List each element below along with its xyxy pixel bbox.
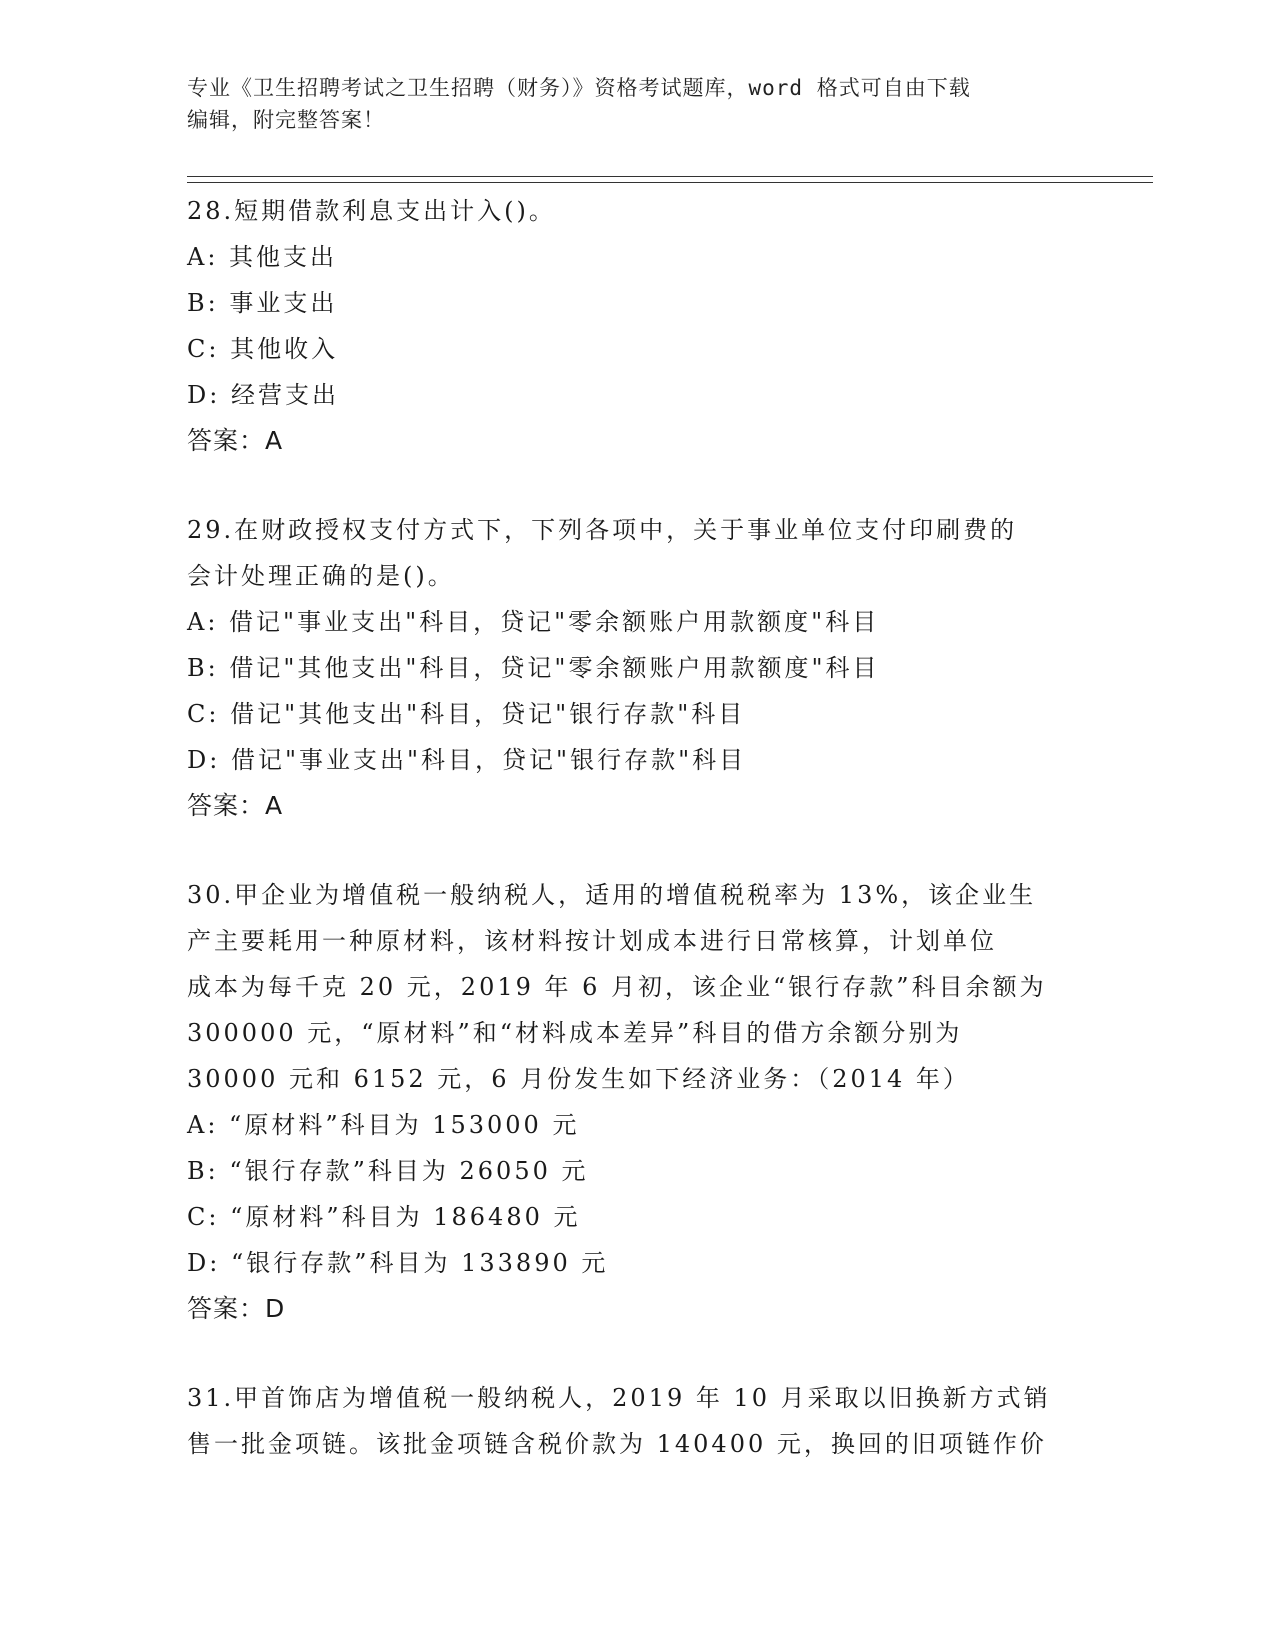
question-31 [187,1375,1087,1467]
header-divider [187,176,1153,177]
option-c: C: “原材料”科目为 186480 元 [187,1203,581,1231]
answer-label: 答案：A [187,791,284,820]
header-divider [187,182,1153,183]
answer-label: 答案：A [187,426,284,455]
question-stem: 产主要耗用一种原材料，该材料按计划成本进行日常核算，计划单位 [187,927,997,955]
answer-label: 答案：D [187,1294,286,1323]
question-30 [187,872,1087,1332]
option-a: A: 其他支出 [187,243,338,271]
header-line: 编辑，附完整答案！ [187,108,385,132]
question-stem: 300000 元，“原材料”和“材料成本差异”科目的借方余额分别为 [187,1019,963,1047]
question-stem: 会计处理正确的是()。 [187,562,455,590]
question-29 [187,507,1087,829]
option-c: C: 借记"其他支出"科目，贷记"银行存款"科目 [187,700,746,728]
option-b: B: “银行存款”科目为 26050 元 [187,1157,589,1185]
question-28 [187,188,1087,464]
question-stem: 售一批金项链。该批金项链含税价款为 140400 元，换回的旧项链作价 [187,1430,1047,1458]
option-d: D: 借记"事业支出"科目，贷记"银行存款"科目 [187,746,747,774]
option-d: D: “银行存款”科目为 133890 元 [187,1249,609,1277]
option-a: A: 借记"事业支出"科目，贷记"零余额账户用款额度"科目 [187,608,880,636]
question-stem: 30000 元和 6152 元，6 月份发生如下经济业务：（2014 年） [187,1065,970,1093]
option-d: D: 经营支出 [187,381,339,409]
question-stem: 成本为每千克 20 元，2019 年 6 月初，该企业“银行存款”科目余额为 [187,973,1047,1001]
question-stem: 29.在财政授权支付方式下，下列各项中，关于事业单位支付印刷费的 [187,516,1018,544]
document-header [187,72,1087,136]
option-b: B: 事业支出 [187,289,338,317]
option-a: A: “原材料”科目为 153000 元 [187,1111,580,1139]
option-c: C: 其他收入 [187,335,339,363]
question-stem: 30.甲企业为增值税一般纳税人，适用的增值税税率为 13%，该企业生 [187,881,1037,909]
header-line: 专业《卫生招聘考试之卫生招聘（财务）》资格考试题库，word 格式可自由下载 [187,76,971,100]
option-b: B: 借记"其他支出"科目，贷记"零余额账户用款额度"科目 [187,654,880,682]
question-stem: 31.甲首饰店为增值税一般纳税人，2019 年 10 月采取以旧换新方式销 [187,1384,1051,1412]
question-stem: 28.短期借款利息支出计入()。 [187,197,556,225]
